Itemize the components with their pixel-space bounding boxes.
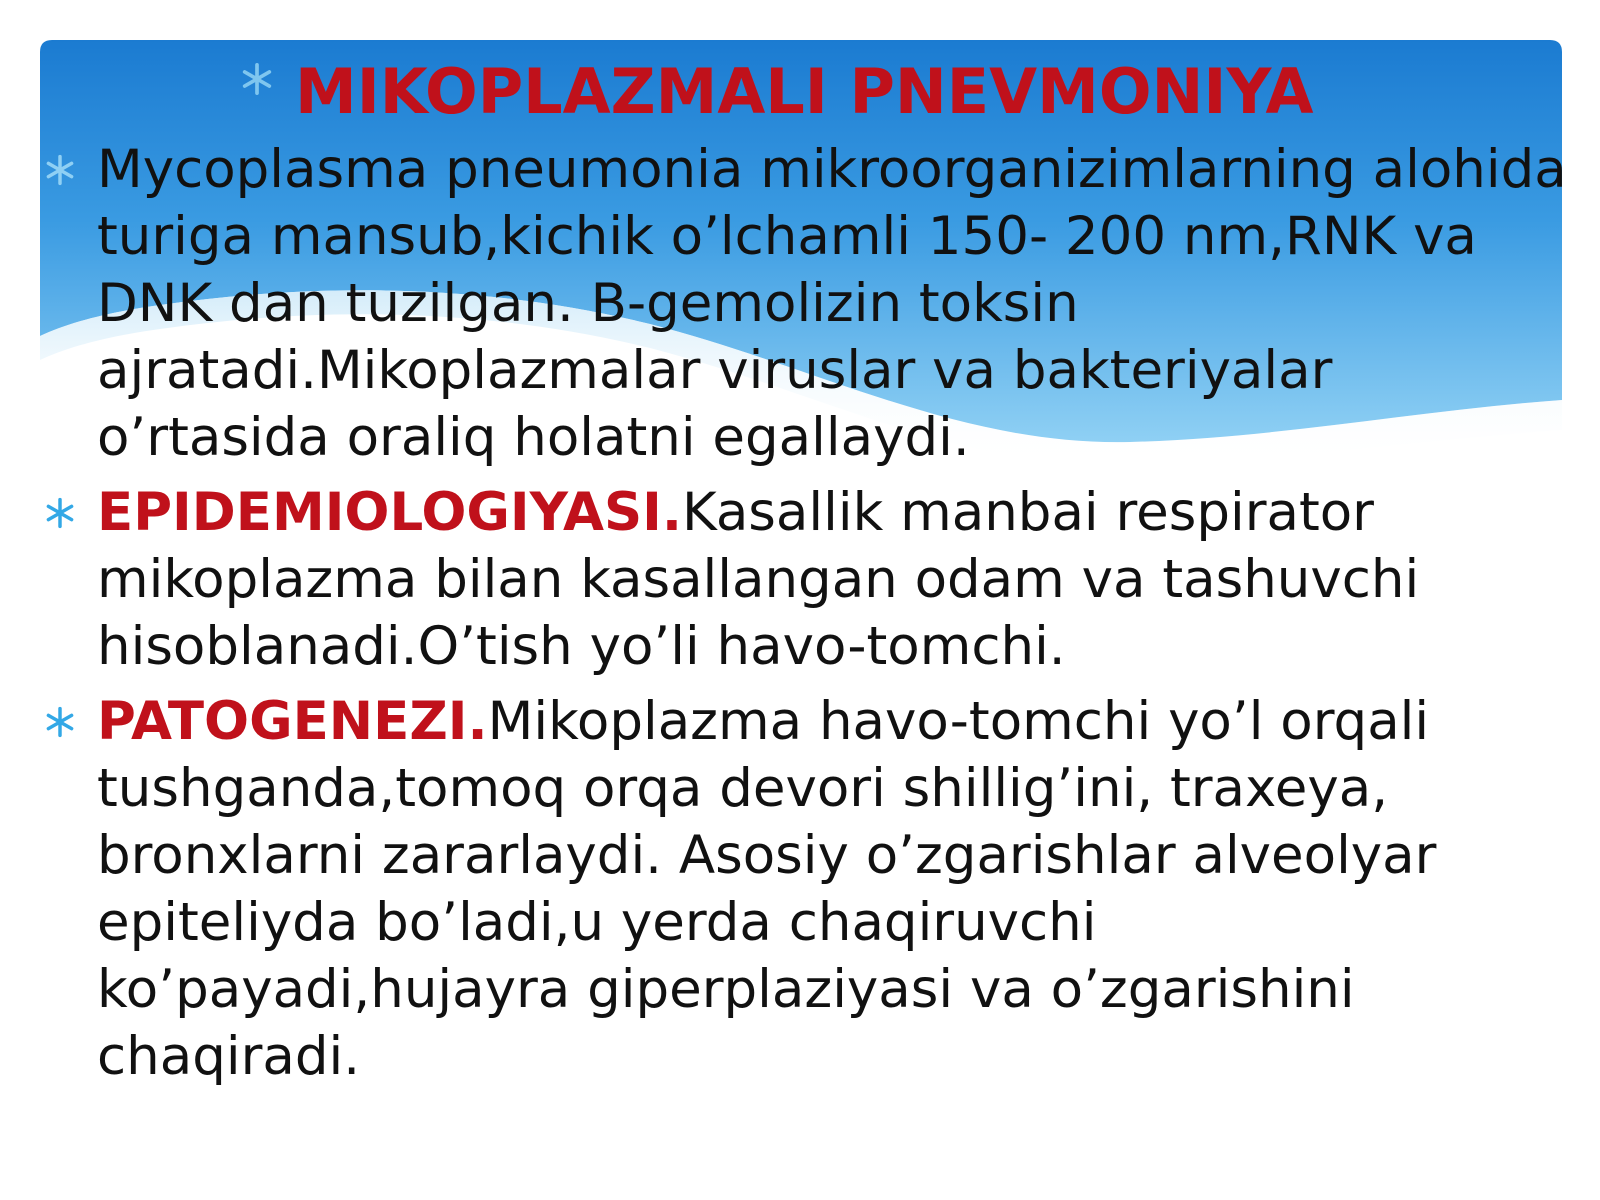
bullet-item <box>40 479 1570 680</box>
asterisk-icon <box>44 154 76 186</box>
bullet-list <box>40 136 1570 1136</box>
bullet-text: Mikoplazma havo-tomchi yo’l orqali tushganda,tomoq orqa devori shillig’ini, traxeya, bronxlarni zararlaydi. Asosiy o’zgarishlar alveolyar epiteliyda bo’ladi,u yerda chaqiruvchi ko’payadi,hujayra giperplaziyasi va o’zgarishini chaqiradi. <box>97 691 1437 1087</box>
bullet-text: Mycoplasma pneumonia mikroorganizimlarning alohida turiga mansub,kichik o’lchamli 150- 200 nm,RNK va DNK dan tuzilgan. B-gemolizin toksin ajratadi.Mikoplazmalar viruslar va bakteriyalar o’rtasida oraliq holatni egallaydi. <box>97 139 1567 468</box>
asterisk-icon <box>44 706 76 738</box>
bullet-lead-epidemiologiyasi: EPIDEMIOLOGIYASI. <box>97 482 682 543</box>
bullet-lead-patogenezi: PATOGENEZI. <box>97 691 488 752</box>
asterisk-icon <box>240 62 274 96</box>
bullet-text: Kasallik manbai respirator mikoplazma bilan kasallangan odam va tashuvchi hisoblanadi.O’tish yo’li havo-tomchi. <box>97 482 1420 677</box>
bullet-item <box>40 136 1570 471</box>
slide-title: MIKOPLAZMALI PNEVMONIYA <box>295 55 1314 128</box>
asterisk-icon <box>44 497 76 529</box>
bullet-item <box>40 688 1570 1090</box>
